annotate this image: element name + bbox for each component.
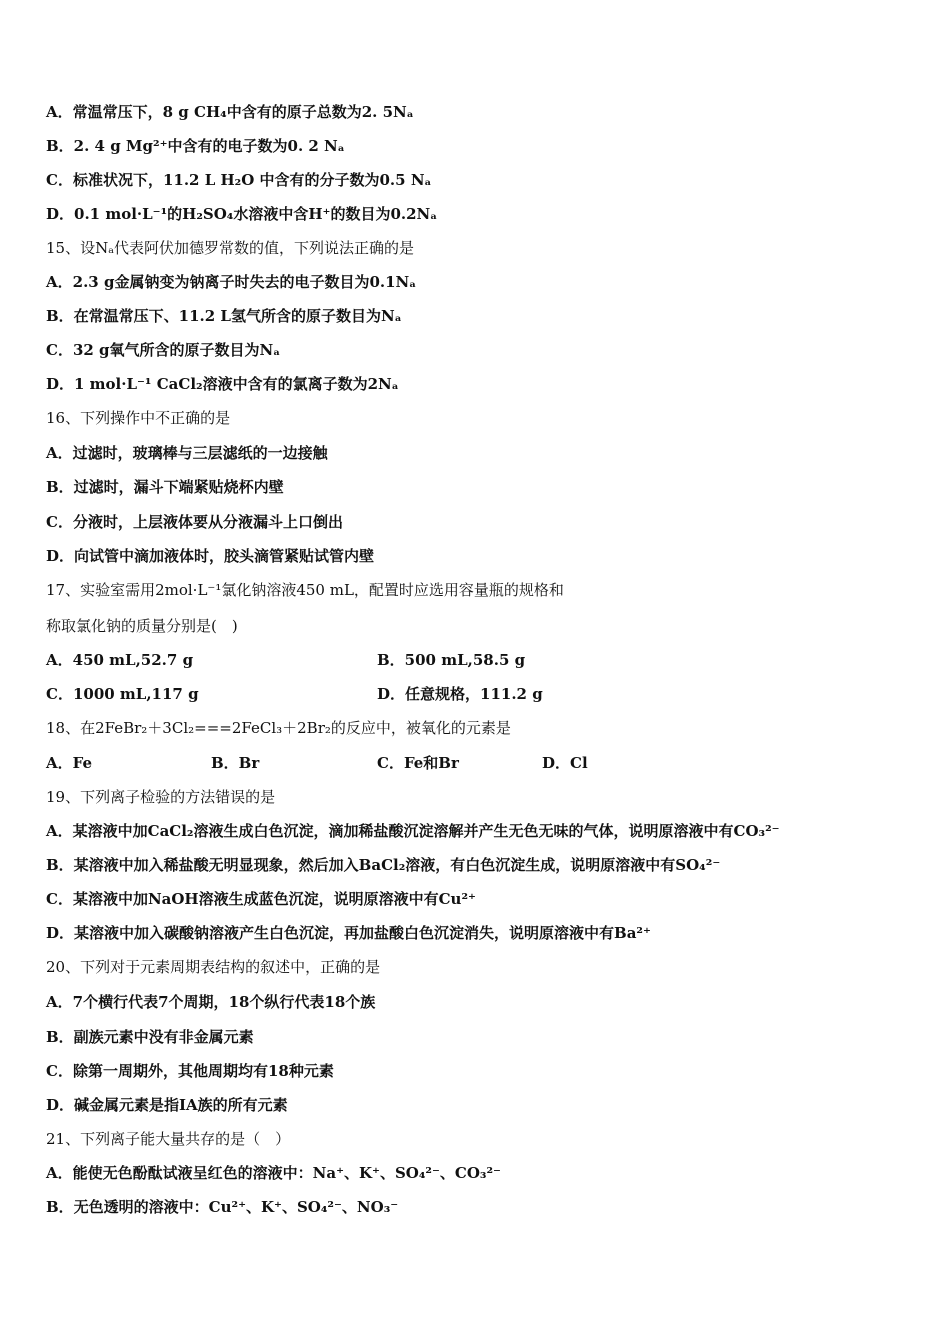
q20-option-c: C．除第一周期外，其他周期均有18种元素 xyxy=(46,1062,334,1080)
q20-option-a: A．7个横行代表7个周期，18个纵行代表18个族 xyxy=(46,993,376,1011)
q18-option-d: D．Cl xyxy=(542,754,588,772)
q20-option-d: D．碱金属元素是指ⅠA族的所有元素 xyxy=(46,1096,288,1114)
q19-stem: 19、下列离子检验的方法错误的是 xyxy=(46,788,276,806)
q16-option-a: A．过滤时，玻璃棒与三层滤纸的一边接触 xyxy=(46,444,328,462)
q16-option-d: D．向试管中滴加液体时，胶头滴管紧贴试管内壁 xyxy=(46,547,375,565)
q15-option-b: B．在常温常压下、11.2 L氢气所含的原子数目为Nₐ xyxy=(46,307,402,325)
q16-stem: 16、下列操作中不正确的是 xyxy=(46,409,231,427)
q20-stem: 20、下列对于元素周期表结构的叙述中，正确的是 xyxy=(46,958,381,976)
q15-option-c: C．32 g氧气所含的原子数目为Nₐ xyxy=(46,341,281,359)
q14-option-b: B．2. 4 g Mg²⁺中含有的电子数为0. 2 Nₐ xyxy=(46,137,345,155)
q17-options-row2 xyxy=(46,682,906,706)
q17-option-c: C．1000 mL,117 g xyxy=(46,685,199,703)
q15-stem: 15、设Nₐ代表阿伏加德罗常数的值，下列说法正确的是 xyxy=(46,239,415,257)
q21-option-a: A．能使无色酚酞试液呈红色的溶液中：Na⁺、K⁺、SO₄²⁻、CO₃²⁻ xyxy=(46,1164,501,1182)
q21-option-b: B．无色透明的溶液中：Cu²⁺、K⁺、SO₄²⁻、NO₃⁻ xyxy=(46,1198,399,1216)
q17-stem-cont: 称取氯化钠的质量分别是( ) xyxy=(46,617,238,635)
q15-option-a: A．2.3 g金属钠变为钠离子时失去的电子数目为0.1Nₐ xyxy=(46,273,417,291)
q16-option-b: B．过滤时，漏斗下端紧贴烧杯内壁 xyxy=(46,478,284,496)
q19-option-c: C．某溶液中加NaOH溶液生成蓝色沉淀，说明原溶液中有Cu²⁺ xyxy=(46,890,476,908)
q17-option-a: A．450 mL,52.7 g xyxy=(46,651,194,669)
q18-stem: 18、在2FeBr₂＋3Cl₂===2FeCl₃＋2Br₂的反应中，被氧化的元素是 xyxy=(46,719,511,737)
q16-option-c: C．分液时，上层液体要从分液漏斗上口倒出 xyxy=(46,513,343,531)
q14-option-d: D．0.1 mol·L⁻¹的H₂SO₄水溶液中含H⁺的数目为0.2Nₐ xyxy=(46,205,438,223)
q20-option-b: B．副族元素中没有非金属元素 xyxy=(46,1028,254,1046)
q21-stem: 21、下列离子能大量共存的是（ ） xyxy=(46,1130,291,1148)
q17-option-d: D．任意规格，111.2 g xyxy=(377,685,543,703)
q14-option-a: A．常温常压下，8 g CH₄中含有的原子总数为2. 5Nₐ xyxy=(46,103,414,121)
q18-option-a: A．Fe xyxy=(46,754,93,772)
q17-stem: 17、实验室需用2mol·L⁻¹氯化钠溶液450 mL，配置时应选用容量瓶的规格和 xyxy=(46,581,564,599)
q17-options-row1 xyxy=(46,648,906,672)
q18-option-b: B．Br xyxy=(211,754,260,772)
q19-option-d: D．某溶液中加入碳酸钠溶液产生白色沉淀，再加盐酸白色沉淀消失，说明原溶液中有Ba²⁺ xyxy=(46,924,651,942)
q14-option-c: C．标准状况下，11.2 L H₂O 中含有的分子数为0.5 Nₐ xyxy=(46,171,432,189)
q17-option-b: B．500 mL,58.5 g xyxy=(377,651,526,669)
q18-options-row xyxy=(46,751,906,775)
q15-option-d: D．1 mol·L⁻¹ CaCl₂溶液中含有的氯离子数为2Nₐ xyxy=(46,375,399,393)
q18-option-c: C．Fe和Br xyxy=(377,754,459,772)
q19-option-a: A．某溶液中加CaCl₂溶液生成白色沉淀，滴加稀盐酸沉淀溶解并产生无色无味的气体，说明原溶液中有CO₃²⁻ xyxy=(46,822,780,840)
q19-option-b: B．某溶液中加入稀盐酸无明显现象，然后加入BaCl₂溶液，有白色沉淀生成，说明原溶液中有SO₄²⁻ xyxy=(46,856,721,874)
